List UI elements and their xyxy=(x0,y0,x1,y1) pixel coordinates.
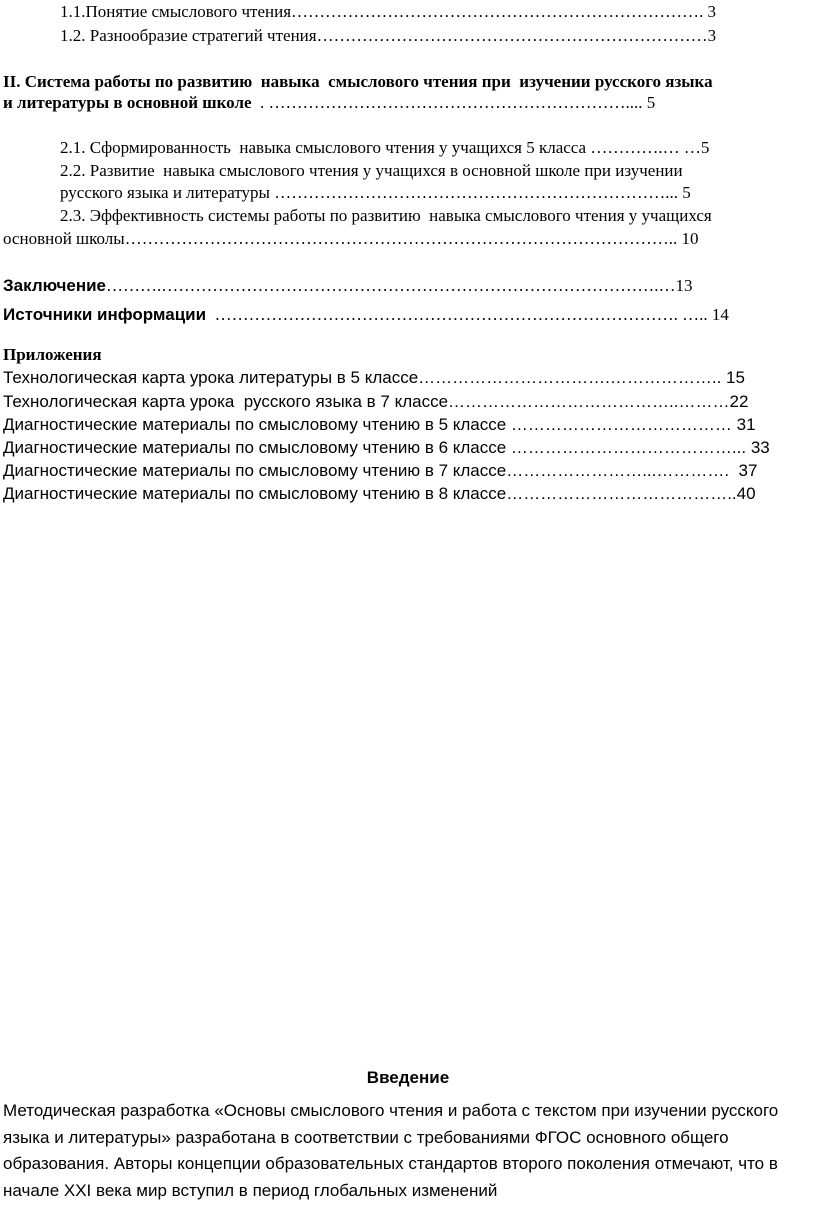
toc-sources-page: ………………………………………………………………………. ….. 14 xyxy=(206,305,729,324)
toc-appendix-1: Технологическая карта урока литературы в 5 классе…………………………….……………….. 15 xyxy=(3,368,745,387)
toc-item-2-2-cont: русского языка и литературы ……………………………………………………………... 5 xyxy=(60,183,691,202)
toc-appendix-4: Диагностические материалы по смысловому чтению в 6 классе …………………………………... 33 xyxy=(3,438,770,457)
toc-conclusion xyxy=(3,276,693,296)
toc-appendix-6: Диагностические материалы по смысловому чтению в 8 классе…………………………………..40 xyxy=(3,484,756,503)
toc-section-2-title: II. Система работы по развитию навыка смыслового чтения при изучении русского языка xyxy=(3,72,713,91)
toc-conclusion-label: Заключение xyxy=(3,276,106,295)
toc-item-2-1: 2.1. Сформированность навыка смыслового чтения у учащихся 5 класса ………….… …5 xyxy=(60,138,710,157)
toc-appendices-title: Приложения xyxy=(3,345,102,364)
toc-appendix-3: Диагностические материалы по смысловому чтению в 5 классе ………………………………… 31 xyxy=(3,415,756,434)
toc-conclusion-page: ……….…………………………………………………………………………….…13 xyxy=(106,276,693,295)
toc-section-2-title-bold: и литературы в основной школе xyxy=(3,93,252,112)
toc-appendix-2: Технологическая карта урока русского языка в 7 классе…………………………………..………22 xyxy=(3,392,749,411)
toc-item-2-2: 2.2. Развитие навыка смыслового чтения у учащихся в основной школе при изучении xyxy=(60,161,683,180)
intro-heading: Введение xyxy=(366,1068,450,1087)
intro-paragraph: Методическая разработка «Основы смыслового чтения и работа с текстом при изучении русского языка и литературы» разработана в соответствии с требованиями ФГОС основного общего образования. Авторы концепции образовательных стандартов второго поколения отмечают, что в начале XXI века мир вступил в период глобальных изменений xyxy=(3,1101,779,1200)
toc-appendix-5: Диагностические материалы по смысловому чтению в 7 классе……………………...…………. 37 xyxy=(3,461,758,480)
toc-item-1-1: 1.1.Понятие смыслового чтения………………………………………………………………. 3 xyxy=(60,2,717,21)
toc-section-2-page: . ……………………………………………………….... 5 xyxy=(251,93,656,112)
toc-item-2-3-cont: основной школы…………………………………………………………………………………….. 10 xyxy=(3,229,699,248)
toc-sources-label: Источники информации xyxy=(3,305,207,324)
toc-item-1-2: 1.2. Разнообразие стратегий чтения……………………………………………………………3 xyxy=(60,26,717,45)
toc-sources xyxy=(3,305,729,325)
toc-section-2-title-cont xyxy=(3,93,655,113)
toc-item-2-3: 2.3. Эффективность системы работы по развитию навыка смыслового чтения у учащихся xyxy=(60,206,712,225)
